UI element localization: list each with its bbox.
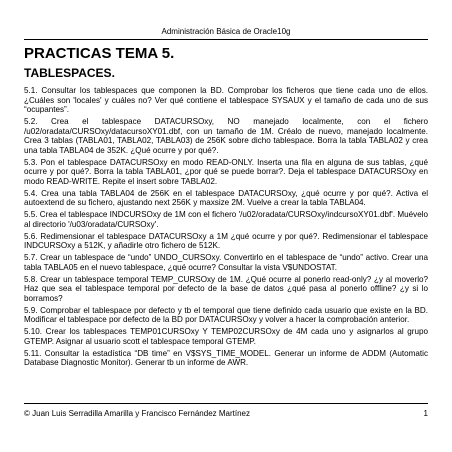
exercise-item-5-6: 5.6. Redimensionar el tablespace DATACURSOxy a 1M ¿qué ocurre y por qué?. Redimensionar el tablespace INDCURSOxy a 512K, y añadirle otro fichero de 512K. (24, 231, 428, 251)
page-header: Administración Básica de Oracle10g (161, 27, 291, 36)
exercise-item-5-11: 5.11. Consultar la estadística “DB time” en V$SYS_TIME_MODEL. Generar un informe de ADDM (Automatic Database Diagnostic Monitor). Generar tb un informe de AWR. (24, 348, 428, 368)
exercise-item-5-1: 5.1. Consultar los tablespaces que componen la BD. Comprobar los ficheros que tiene cada uno de ellos. ¿Cuáles son 'locales' y cuáles no? Ver qué contiene el tablespace SYSAUX y el tamaño de cada uno de sus “ocupantes”. (24, 86, 428, 115)
exercise-item-5-3: 5.3. Pon el tablespace DATACURSOxy en modo READ-ONLY. Inserta una fila en alguna de sus tablas, ¿qué ocurre y por qué?. Borra la tabla TABLA01, ¿por qué se puede borrar?. Deja el tablespace DATACURSOxy en modo READ-WRITE. Repite el insert sobre TABLA02. (24, 157, 428, 186)
document-title: PRACTICAS TEMA 5. (24, 45, 175, 62)
exercise-item-5-8: 5.8. Crear un tablespace temporal TEMP_CURSOxy de 1M. ¿Qué ocurre al ponerlo read-only? ¿y al moverlo? Haz que sea el tablespace temporal por defecto de la base de datos ¿qué pasa al ponerlo offline? ¿y si lo borramos? (24, 274, 428, 303)
exercise-list (24, 86, 428, 370)
exercise-item-5-2: 5.2. Crea el tablespace DATACURSOxy, NO manejado localmente, con el fichero /u02/oradata/CURSOxy/datacursoXY01.dbf, con un tamaño de 1M. Créalo de nuevo, manejado localmente. Crea 3 tablas (TABLA01, TABLA02, TABLA03) de 256K sobre dicho tablespace. Borra la tabla TABLA02 y crea una tabla TABLA04 de 352K. ¿Qué ocurre y por qué?. (24, 117, 428, 155)
section-heading: TABLESPACES. (24, 66, 115, 80)
header-divider (24, 39, 428, 40)
exercise-item-5-7: 5.7. Crear un tablespace de “undo” UNDO_CURSOxy. Convertirlo en el tablespace de “undo” activo. Crear una tabla TABLA05 en el nuevo tablespace, ¿qué ocurre? Consultar la vista V$UNDOSTAT. (24, 253, 428, 272)
page-number: 1 (423, 409, 428, 418)
exercise-item-5-4: 5.4. Crea una tabla TABLA04 de 256K en el tablespace DATACURSOxy, ¿qué ocurre y por qué?. Activa el autoextend de su fichero, ajustando next 256K y maxsize 2M. Vuelve a crear la tabla TABLA04. (24, 188, 428, 208)
exercise-item-5-10: 5.10. Crear los tablespaces TEMP01CURSOxy Y TEMP02CURSOxy de 4M cada uno y asignarlos al grupo GTEMP. Asignar al usuario scott el tablespace temporal GTEMP. (24, 327, 428, 346)
footer-divider (24, 403, 428, 404)
footer-copyright: © Juan Luis Serradilla Amarilla y Francisco Fernández Martínez (24, 409, 250, 418)
exercise-item-5-9: 5.9. Comprobar el tablespace por defecto y tb el temporal que tiene definido cada usuario que existe en la BD. Modificar el tablespace por defecto de la BD por DATACURSOxy y volver a hacer la comprobación anterior. (24, 305, 428, 325)
exercise-item-5-5: 5.5. Crea el tablespace INDCURSOxy de 1M con el fichero '/u02/oradata/CURSOxy/indcursoXY01.dbf'. Muévelo al directorio '/u03/oradata/CURSOxy'. (24, 210, 428, 229)
